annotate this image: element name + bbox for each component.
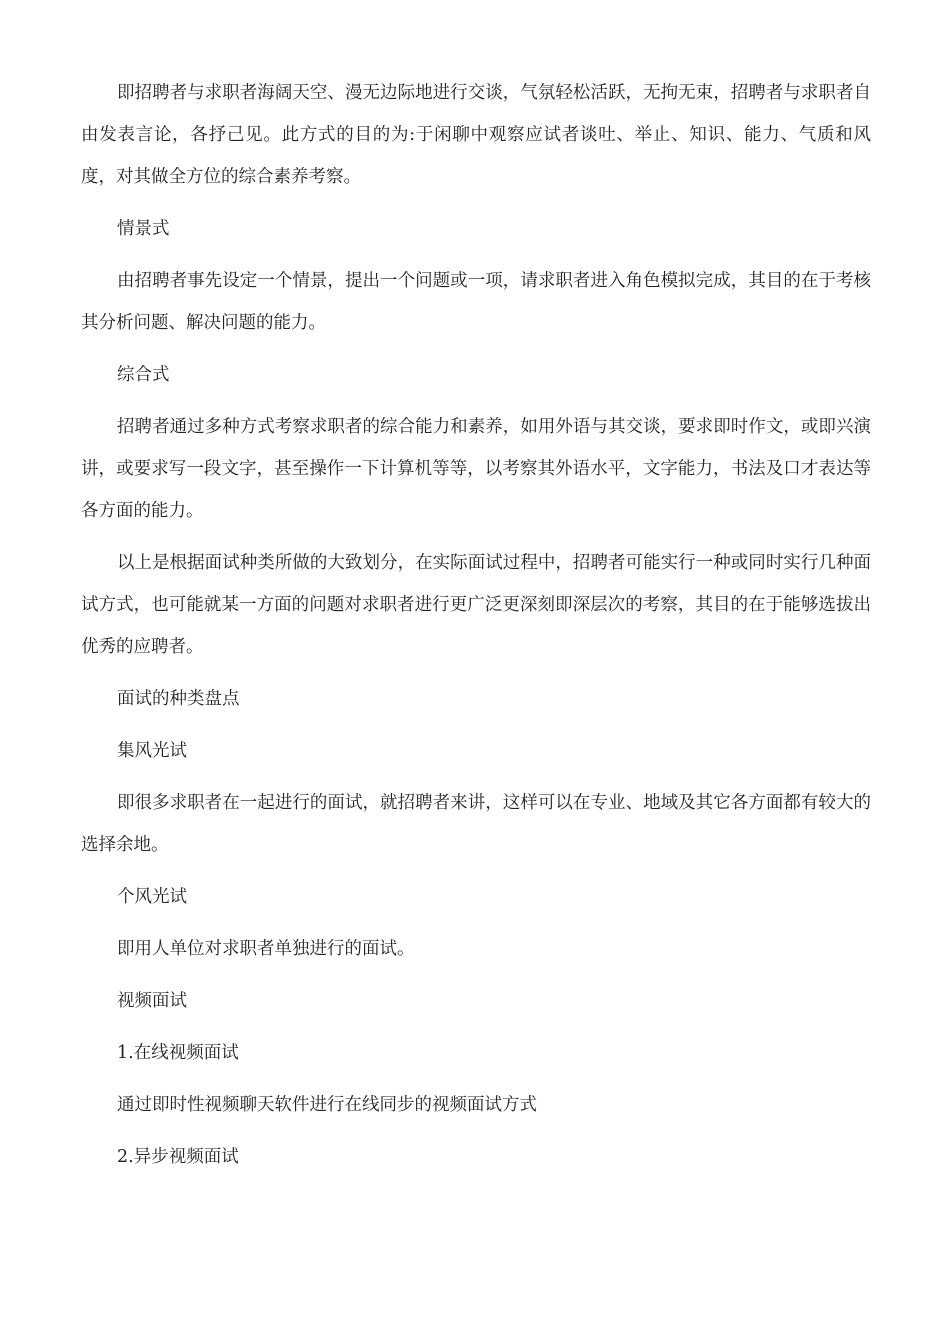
heading-interview-types: 面试的种类盘点 bbox=[117, 689, 240, 709]
paragraph-summary: 以上是根据面试种类所做的大致划分，在实际面试过程中，招聘者可能实行一种或同时实行几种面试方式，也可能就某一方面的问题对求职者进行更广泛更深刻即深层次的考察，其目的在于能够选拔出优秀的应聘者。 bbox=[81, 553, 871, 657]
paragraph-situational: 由招聘者事先设定一个情景，提出一个问题或一项，请求职者进入角色模拟完成，其目的在于考核其分析问题、解决问题的能力。 bbox=[81, 271, 871, 333]
heading-situational: 情景式 bbox=[117, 219, 170, 239]
paragraph-individual-interview: 即用人单位对求职者单独进行的面试。 bbox=[117, 939, 415, 959]
paragraph-online-video: 通过即时性视频聊天软件进行在线同步的视频面试方式 bbox=[117, 1095, 537, 1115]
heading-async-video: 2.异步视频面试 bbox=[117, 1147, 239, 1167]
paragraph-group-interview: 即很多求职者在一起进行的面试，就招聘者来讲，这样可以在专业、地域及其它各方面都有较大的选择余地。 bbox=[81, 793, 871, 855]
heading-online-video: 1.在线视频面试 bbox=[117, 1043, 239, 1063]
heading-individual-interview: 个风光试 bbox=[117, 887, 187, 907]
heading-group-interview: 集风光试 bbox=[117, 741, 187, 761]
paragraph-comprehensive: 招聘者通过多种方式考察求职者的综合能力和素养，如用外语与其交谈，要求即时作文，或即兴演讲，或要求写一段文字，甚至操作一下计算机等等，以考察其外语水平，文字能力，书法及口才表达等各方面的能力。 bbox=[81, 417, 871, 521]
paragraph-casual-interview: 即招聘者与求职者海阔天空、漫无边际地进行交谈，气氛轻松活跃，无拘无束，招聘者与求职者自由发表言论，各抒己见。此方式的目的为:于闲聊中观察应试者谈吐、举止、知识、能力、气质和风度，对其做全方位的综合素养考察。 bbox=[81, 83, 871, 187]
heading-comprehensive: 综合式 bbox=[117, 365, 170, 385]
document-body bbox=[81, 72, 871, 1188]
heading-video-interview: 视频面试 bbox=[117, 991, 187, 1011]
